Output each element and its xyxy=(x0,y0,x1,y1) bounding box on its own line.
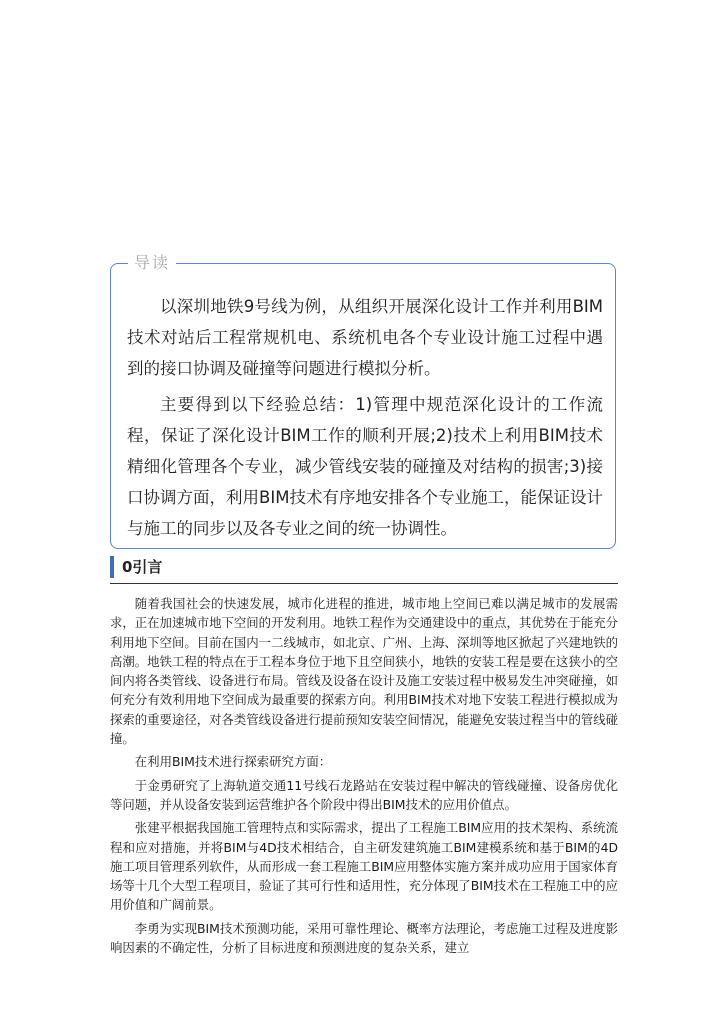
heading-accent-bar xyxy=(110,556,114,578)
abstract-paragraph: 以深圳地铁9号线为例，从组织开展深化设计工作并利用BIM技术对站后工程常规机电、系统机电各个专业设计施工过程中遇到的接口协调及碰撞等问题进行模拟分析。 xyxy=(127,297,603,378)
abstract-label: 导读 xyxy=(128,253,176,273)
body-text xyxy=(110,594,618,961)
body-paragraph: 于金勇研究了上海轨道交通11号线石龙路站在安装过程中解决的管线碰撞、设备房优化等问题，并从设备安装到运营维护各个阶段中得出BIM技术的应用价值点。 xyxy=(110,777,618,812)
abstract-paragraph: 主要得到以下经验总结：1)管理中规范深化设计的工作流程，保证了深化设计BIM工作的顺利开展;2)技术上利用BIM技术精细化管理各个专业，减少管线安装的碰撞及对结构的损害;3)接口协调方面，利用BIM技术有序地安排各个专业施工，能保证设计与施工的同步以及各专业之间的统一协调性。 xyxy=(127,395,603,538)
body-paragraph: 张建平根据我国施工管理特点和实际需求，提出了工程施工BIM应用的技术架构、系统流程和应对措施，并将BIM与4D技术相结合，自主研发建筑施工BIM建模系统和基于BIM的4D施工项目管理系列软件，从而形成一套工程施工BIM应用整体实施方案并成功应用于国家体育场等十几个大型工程项目，验证了其可行性和适用性，充分体现了BIM技术在工程施工中的应用价值和广阔前景。 xyxy=(110,820,618,913)
section-heading xyxy=(110,555,618,584)
body-paragraph: 李勇为实现BIM技术预测功能，采用可靠性理论、概率方法理论，考虑施工过程及进度影响因素的不确定性，分析了目标进度和预测进度的复杂关系，建立 xyxy=(110,920,618,956)
body-paragraph: 在利用BIM技术进行探索研究方面： xyxy=(134,754,332,770)
abstract-text xyxy=(127,291,603,549)
section-title: 0引言 xyxy=(122,558,163,576)
body-paragraph: 随着我国社会的快速发展，城市化进程的推进，城市地上空间已难以满足城市的发展需求，正在加速城市地下空间的开发利用。地铁工程作为交通建设中的重点，其优势在于能充分利用地下空间。目前在国内一二线城市，如北京、广州、上海、深圳等地区掀起了兴建地铁的高潮。地铁工程的特点在于工程本身位于地下且空间狭小，地铁的安装工程是要在这狭小的空间内将各类管线、设备进行布局。管线及设备在设计及施工安装过程中极易发生冲突碰撞，如何充分有效利用地下空间成为最重要的探索方向。利用BIM技术对地下安装工程进行模拟成为探索的重要途径，对各类管线设备进行提前预知安装空间情况，能避免安装过程当中的管线碰撞。 xyxy=(110,596,619,747)
